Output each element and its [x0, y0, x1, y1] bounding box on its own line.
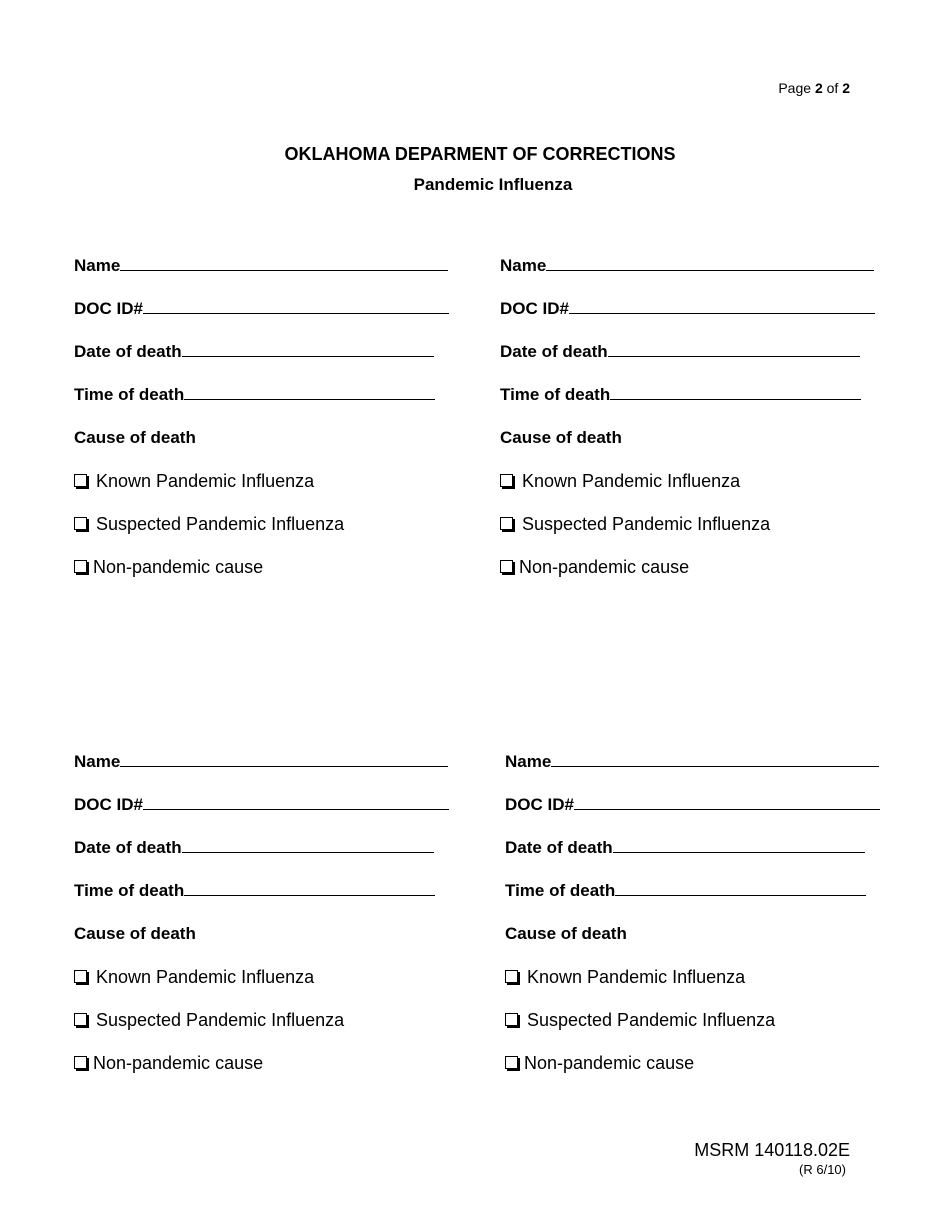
time-of-death-line[interactable] [184, 879, 435, 896]
checkbox-icon[interactable] [500, 517, 513, 530]
checkbox-icon[interactable] [74, 474, 87, 487]
page-number: Page 2 of 2 [778, 80, 850, 96]
date-of-death-line[interactable] [613, 836, 865, 853]
checkbox-icon[interactable] [500, 560, 513, 573]
time-of-death-field[interactable]: Time of death [74, 383, 435, 407]
name-line[interactable] [551, 750, 879, 767]
doc-id-line[interactable] [569, 297, 875, 314]
name-line[interactable] [546, 254, 874, 271]
doc-id-field[interactable]: DOC ID# [505, 793, 880, 817]
date-of-death-line[interactable] [608, 340, 860, 357]
checkbox-icon[interactable] [500, 474, 513, 487]
doc-id-line[interactable] [574, 793, 880, 810]
revision-date: (R 6/10) [799, 1162, 846, 1177]
checkbox-icon[interactable] [74, 970, 87, 983]
checkbox-icon[interactable] [505, 970, 518, 983]
doc-id-line[interactable] [143, 793, 449, 810]
checkbox-icon[interactable] [505, 1056, 518, 1069]
time-of-death-line[interactable] [615, 879, 866, 896]
checkbox-icon[interactable] [74, 517, 87, 530]
date-of-death-field[interactable]: Date of death [74, 836, 434, 860]
doc-id-field[interactable]: DOC ID# [74, 297, 449, 321]
name-field[interactable]: Name [505, 750, 879, 774]
time-of-death-field[interactable]: Time of death [500, 383, 861, 407]
suspected-influenza-option[interactable]: Suspected Pandemic Influenza [74, 512, 344, 536]
cause-of-death-heading: Cause of death [74, 428, 196, 447]
time-of-death-field[interactable]: Time of death [505, 879, 866, 903]
non-pandemic-option[interactable]: Non-pandemic cause [500, 555, 689, 579]
name-line[interactable] [120, 750, 448, 767]
time-of-death-field[interactable]: Time of death [74, 879, 435, 903]
date-of-death-line[interactable] [182, 340, 434, 357]
doc-id-line[interactable] [143, 297, 449, 314]
form-code: MSRM 140118.02E [694, 1140, 850, 1160]
name-line[interactable] [120, 254, 448, 271]
known-influenza-option[interactable]: Known Pandemic Influenza [500, 469, 740, 493]
suspected-influenza-option[interactable]: Suspected Pandemic Influenza [505, 1008, 775, 1032]
non-pandemic-option[interactable]: Non-pandemic cause [505, 1051, 694, 1075]
non-pandemic-option[interactable]: Non-pandemic cause [74, 555, 263, 579]
known-influenza-option[interactable]: Known Pandemic Influenza [505, 965, 745, 989]
cause-of-death-heading: Cause of death [74, 924, 196, 943]
suspected-influenza-option[interactable]: Suspected Pandemic Influenza [500, 512, 770, 536]
known-influenza-option[interactable]: Known Pandemic Influenza [74, 469, 314, 493]
doc-id-field[interactable]: DOC ID# [74, 793, 449, 817]
doc-id-field[interactable]: DOC ID# [500, 297, 875, 321]
document-title: OKLAHOMA DEPARMENT OF CORRECTIONS [284, 144, 676, 164]
cause-of-death-heading: Cause of death [500, 428, 622, 447]
name-field[interactable]: Name [500, 254, 874, 278]
document-subtitle: Pandemic Influenza [413, 175, 573, 194]
cause-of-death-heading: Cause of death [505, 924, 627, 943]
name-field[interactable]: Name [74, 254, 448, 278]
suspected-influenza-option[interactable]: Suspected Pandemic Influenza [74, 1008, 344, 1032]
date-of-death-line[interactable] [182, 836, 434, 853]
non-pandemic-option[interactable]: Non-pandemic cause [74, 1051, 263, 1075]
date-of-death-field[interactable]: Date of death [505, 836, 865, 860]
checkbox-icon[interactable] [74, 560, 87, 573]
checkbox-icon[interactable] [74, 1013, 87, 1026]
time-of-death-line[interactable] [610, 383, 861, 400]
checkbox-icon[interactable] [505, 1013, 518, 1026]
checkbox-icon[interactable] [74, 1056, 87, 1069]
date-of-death-field[interactable]: Date of death [500, 340, 860, 364]
known-influenza-option[interactable]: Known Pandemic Influenza [74, 965, 314, 989]
name-field[interactable]: Name [74, 750, 448, 774]
time-of-death-line[interactable] [184, 383, 435, 400]
date-of-death-field[interactable]: Date of death [74, 340, 434, 364]
